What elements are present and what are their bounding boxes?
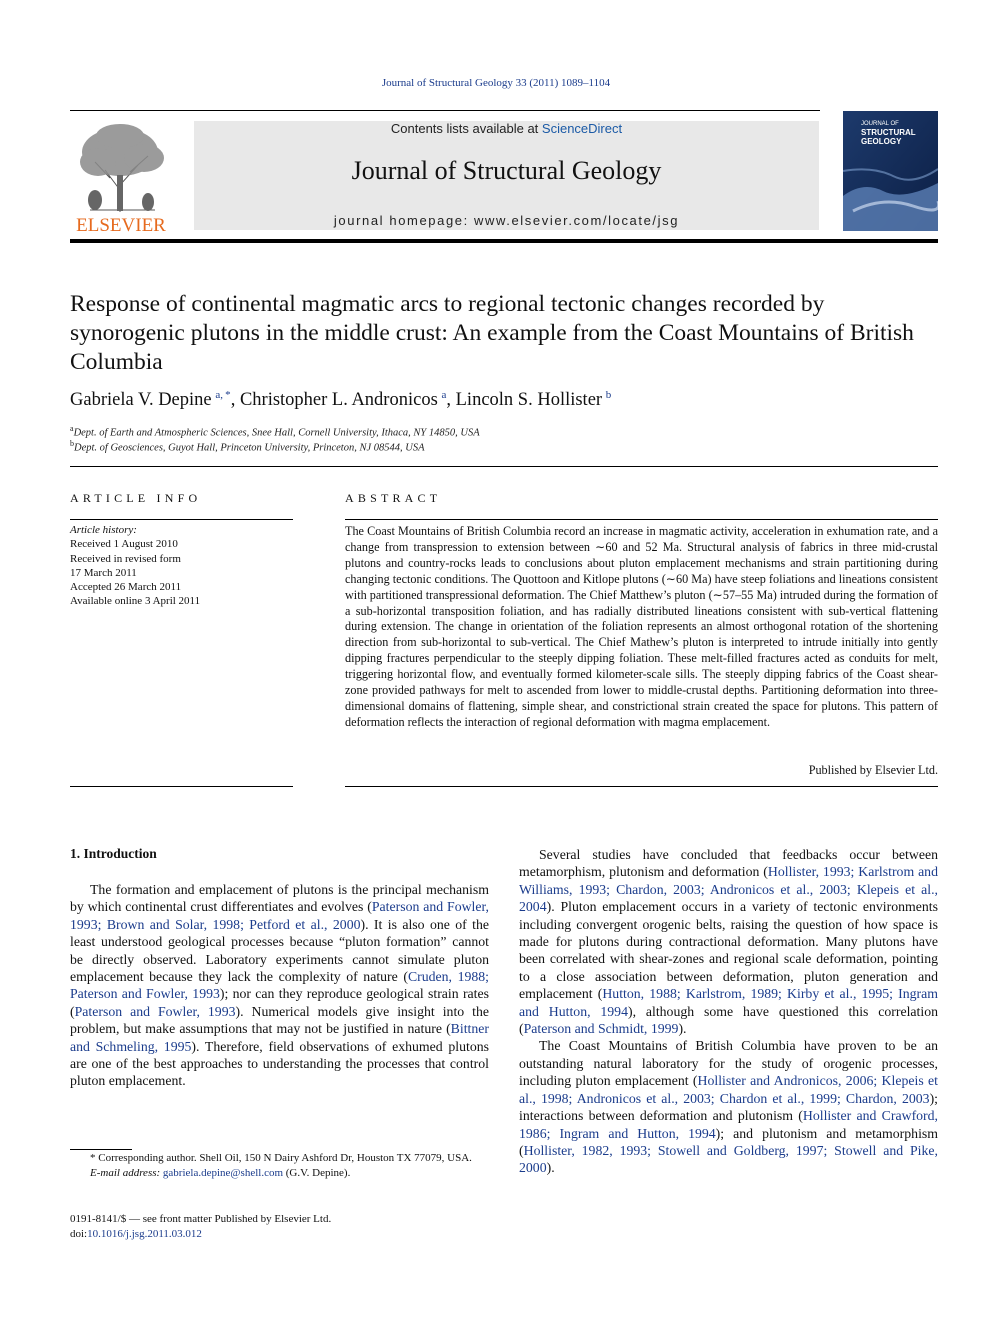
header-thick-rule	[70, 239, 938, 243]
body-column-right	[519, 846, 938, 1177]
section-rule	[70, 466, 938, 467]
article-history	[70, 523, 295, 609]
citation-link[interactable]: Paterson and Schmidt, 1999	[523, 1021, 679, 1037]
author-affil-sup[interactable]: a, *	[215, 389, 231, 401]
history-item: Received 1 August 2010	[70, 538, 178, 551]
issn-block	[70, 1212, 490, 1241]
author-name[interactable]: Gabriela V. Depine	[70, 390, 212, 411]
body-text: ). It is also one of the least understood geological processes because “pluton formation” cannot be directly observed. Laboratory experiments cannot simulate pluton emplacement because they lack the complexity of nature (	[70, 916, 490, 985]
contents-line	[194, 121, 819, 136]
citation-link[interactable]: Paterson and Fowler, 1993; Brown and Solar, 1998; Petford et al., 2000	[70, 899, 489, 932]
body-text: ).	[678, 1021, 687, 1037]
body-paragraph	[70, 881, 489, 1090]
abstract-heading: ABSTRACT	[345, 491, 442, 505]
citation-link[interactable]: Paterson and Fowler, 1993	[74, 1003, 236, 1019]
sciencedirect-link[interactable]: ScienceDirect	[541, 121, 623, 136]
body-text: ). Therefore, field observations of exhumed plutons are one of the best approaches to understanding the processes that control pluton emplacement.	[70, 1038, 489, 1089]
body-text: ). Pluton emplacement occurs in a variety of tectonic environments including convergent orogenic belts, raising the question of how space is made for plutons during contractional deformation. Many plutons have been correlated with shear-zones and regional scale deformation, pointing to a close association between deformation, pluton generation and emplacement (	[519, 899, 938, 1002]
section-heading-introduction: 1. Introduction	[70, 846, 157, 861]
body-text: ), although some have questioned this correlation (	[519, 1003, 939, 1037]
author-list: Gabriela V. Depine $^{a, *}$, Christopher L. Andronicos $^a$, Lincoln S. Hollister $^b$	[70, 389, 612, 411]
elsevier-tree-icon	[70, 120, 172, 234]
citation-link[interactable]: Bittner and Schmeling, 1995	[70, 1021, 489, 1054]
cover-title-line3: GEOLOGY	[861, 137, 902, 146]
doi-link[interactable]: 10.1016/j.jsg.2011.03.012	[87, 1227, 202, 1240]
author-affil-sup[interactable]: a	[441, 389, 447, 401]
issn-line: 0191-8141/$ — see front matter Published by Elsevier Ltd.	[70, 1213, 332, 1225]
body-text: ); interactions between deformation and plutonism (	[519, 1090, 938, 1124]
author-name[interactable]: Christopher L. Andronicos	[239, 390, 438, 411]
article-info-heading: ARTICLE INFO	[70, 491, 202, 505]
elsevier-wordmark: ELSEVIER	[76, 215, 166, 234]
body-text: ); and plutonism and metamorphism (	[519, 1125, 939, 1158]
email-suffix: (G.V. Depine).	[283, 1166, 351, 1179]
contents-prefix: Contents lists available at	[390, 121, 542, 136]
affiliation-marker: b	[70, 439, 74, 448]
journal-title: Journal of Structural Geology	[351, 156, 662, 185]
cover-title-line1: JOURNAL OF	[861, 121, 899, 127]
author-affil-sup[interactable]: b	[605, 389, 612, 401]
article-info-bottom-rule	[70, 786, 293, 787]
body-text: ). Numerical models give insight into the problem, but make assumptions that may not be justified in nature (	[70, 1003, 489, 1037]
cover-art-icon	[843, 111, 938, 231]
elsevier-logo[interactable]	[70, 120, 172, 234]
affiliation-text: Dept. of Geosciences, Guyot Hall, Princeton University, Princeton, NJ 08544, USA	[74, 442, 425, 454]
header-rule	[70, 110, 820, 111]
history-item: Available online 3 April 2011	[70, 595, 201, 608]
body-text: The Coast Mountains of British Columbia have proven to be an outstanding natural laboratory for the study of orogenic processes, including pluton emplacement (	[519, 1038, 938, 1089]
affiliation-a	[70, 424, 930, 439]
journal-homepage[interactable]: journal homepage: www.elsevier.com/locate/jsg	[333, 213, 680, 228]
history-label: Article history:	[70, 524, 137, 536]
citation-link[interactable]: Hollister and Andronicos, 2006; Klepeis et al., 1998; Andronicos et al., 2003; Chardon et al., 1999; Chardon, 2003	[519, 1073, 938, 1106]
body-text: ).	[546, 1160, 555, 1176]
abstract-bottom-rule	[345, 786, 938, 787]
abstract-published-by: Published by Elsevier Ltd.	[808, 763, 938, 777]
cover-title-line2: STRUCTURAL	[861, 128, 916, 137]
body-paragraph	[519, 846, 938, 1037]
affiliation-b	[70, 439, 930, 454]
affiliation-text: Dept. of Earth and Atmospheric Sciences, Snee Hall, Cornell University, Ithaca, NY 14850, USA	[73, 427, 480, 439]
corresponding-author-note: * Corresponding author. Shell Oil, 150 N Dairy Ashford Dr, Houston TX 77079, USA.	[90, 1152, 472, 1164]
abstract-rule	[345, 519, 938, 520]
email-label: E-mail address:	[90, 1166, 163, 1179]
history-item: Accepted 26 March 2011	[70, 581, 182, 594]
footnote-rule	[70, 1149, 132, 1150]
body-text: The formation and emplacement of plutons is the principal mechanism by which continental crust differentiates and evolves (	[70, 882, 489, 915]
history-item: Received in revised form	[70, 552, 181, 565]
citation-link[interactable]: Hollister, 1993; Karlstrom and Williams, 1993; Chardon, 2003; Andronicos et al., 2003; Klepeis et al., 2004	[519, 864, 938, 915]
footnote	[70, 1151, 489, 1180]
history-item: 17 March 2011	[70, 566, 137, 579]
citation-link[interactable]: Hutton, 1988; Karlstrom, 1989; Kirby et al., 1995; Ingram and Hutton, 1994	[519, 986, 939, 1019]
journal-cover-image[interactable]	[843, 111, 938, 231]
citation-link[interactable]: Hollister, 1982, 1993; Stowell and Goldberg, 1997; Stowell and Pike, 2000	[519, 1142, 938, 1176]
article-info-rule	[70, 519, 293, 520]
body-text: Several studies have concluded that feedbacks occur between metamorphism, plutonism and deformation (	[519, 847, 938, 880]
citation-link[interactable]: Cruden, 1988; Paterson and Fowler, 1993	[70, 969, 489, 1002]
article-title: Response of continental magmatic arcs to regional tectonic changes recorded by synorogenic plutons in the middle crust: An example from the Coast Mountains of British Columbia	[70, 291, 914, 375]
citation-link[interactable]: Hollister and Crawford, 1986; Ingram and Hutton, 1994	[519, 1108, 939, 1141]
email-link[interactable]: gabriela.depine@shell.com	[162, 1166, 284, 1179]
body-paragraph	[519, 1037, 938, 1176]
affiliation-marker: a	[70, 424, 74, 433]
abstract-text: The Coast Mountains of British Columbia record an increase in magmatic activity, acceleration in exhumation rate, and a change from transpression to extension between ∼60 and 52 Ma. Structural analysis of fabrics in three mid-crustal plutons and country-rocks leads to conclusions about pluton emplacement mechanisms and strain partitioning during changing tectonic conditions. The Quottoon and Kitlope plutons (∼60 Ma) have steep foliations and lineations consistent with partitioned transpressional deformation. The Chief Matthew’s pluton (∼57–55 Ma) intruded during the formation of a sub-horizontal transposition foliation, and has radially distributed lineations consistent with sub-vertical flattening during extension. The change in orientation of the foliation represents an almost orthogonal rotation of the shortening direction from sub-horizontal to sub-vertical. The Chief Mathew’s pluton is interpreted to intrude initially into gently dipping fractures perpendicular to the steeply dipping foliation. These melt-filled fractures acted as conduits for melt, triggering horizontal flow, and eventually formed kilometer-scale sills. The steeply dipping fabrics of the Coast shear-zone provided pathways for melt to ascended from lower to middle-crustal depths. Partitioning deformation into three-dimensional domains of flattening, simple shear, and constrictional strain created the space for plutons. This pattern of deformation reflects the interaction of regional deformation with magma emplacement.	[345, 524, 938, 729]
author-name[interactable]: Lincoln S. Hollister	[455, 390, 603, 411]
body-column-left	[70, 881, 489, 1090]
body-text: ); nor can they reproduce geological strain rates (	[70, 986, 489, 1019]
journal-citation[interactable]: Journal of Structural Geology 33 (2011) 1089–1104	[381, 77, 611, 89]
doi-label: doi:	[70, 1227, 88, 1240]
